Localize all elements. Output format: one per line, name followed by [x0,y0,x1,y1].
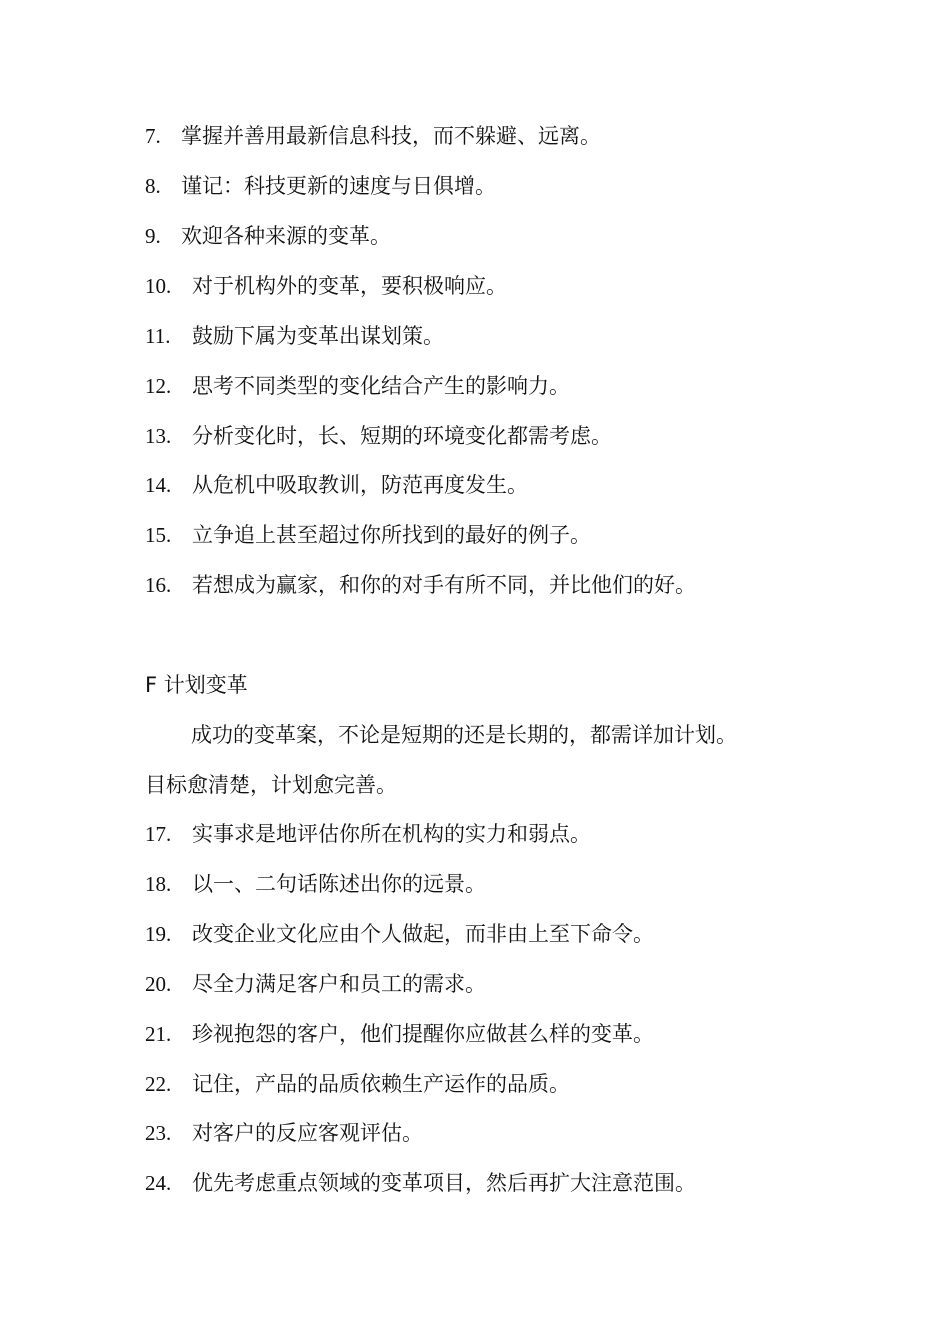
list-item [145,470,528,501]
list-item [145,271,507,302]
item-number: 12. [145,374,172,398]
item-number: 22. [145,1072,172,1096]
list-item [145,1069,570,1100]
item-text: 对客户的反应客观评估。 [192,1121,423,1145]
item-text: 以一、二句话陈述出你的远景。 [192,872,486,896]
list-item [145,221,391,252]
item-text: 分析变化时，长、短期的环境变化都需考虑。 [192,424,612,448]
item-number: 15. [145,523,172,547]
item-number: 21. [145,1022,172,1046]
item-number: 23. [145,1121,172,1145]
section-paragraph-line-2: 目标愈清楚，计划愈完善。 [145,773,397,797]
item-text: 立争追上甚至超过你所找到的最好的例子。 [192,523,591,547]
item-text: 谨记：科技更新的速度与日俱增。 [181,174,496,198]
item-text: 从危机中吸取教训，防范再度发生。 [192,473,528,497]
item-number: 10. [145,274,172,298]
item-text: 实事求是地评估你所在机构的实力和弱点。 [192,822,591,846]
list-item [145,321,444,352]
list-item [145,1118,423,1149]
section-heading: F 计划变革 [145,673,248,697]
list-item [145,819,591,850]
section-paragraph-line-1: 成功的变革案，不论是短期的还是长期的，都需详加计划。 [191,723,737,747]
list-item [145,520,591,551]
list-item [145,570,696,601]
list-item [145,421,612,452]
item-number: 9. [145,224,161,248]
item-number: 17. [145,822,172,846]
item-text: 鼓励下属为变革出谋划策。 [192,324,444,348]
item-number: 19. [145,922,172,946]
item-number: 24. [145,1171,172,1195]
item-text: 思考不同类型的变化结合产生的影响力。 [192,374,570,398]
item-number: 20. [145,972,172,996]
item-number: 13. [145,424,172,448]
item-number: 7. [145,124,161,148]
item-text: 记住，产品的品质依赖生产运作的品质。 [192,1072,570,1096]
item-number: 11. [145,324,171,348]
list-item [145,1168,696,1199]
item-text: 对于机构外的变革，要积极响应。 [192,274,507,298]
item-number: 16. [145,573,172,597]
list-item [145,1019,654,1050]
item-text: 珍视抱怨的客户，他们提醒你应做甚么样的变革。 [192,1022,654,1046]
list-item [145,171,496,202]
item-number: 8. [145,174,161,198]
item-number: 18. [145,872,172,896]
item-text: 改变企业文化应由个人做起，而非由上至下命令。 [192,922,654,946]
list-item [145,121,601,152]
list-item [145,969,486,1000]
item-number: 14. [145,473,172,497]
item-text: 尽全力满足客户和员工的需求。 [192,972,486,996]
item-text: 欢迎各种来源的变革。 [181,224,391,248]
item-text: 掌握并善用最新信息科技，而不躲避、远离。 [181,124,601,148]
list-item [145,869,486,900]
list-item [145,919,654,950]
list-item [145,371,570,402]
item-text: 若想成为赢家，和你的对手有所不同，并比他们的好。 [192,573,696,597]
item-text: 优先考虑重点领域的变革项目，然后再扩大注意范围。 [192,1171,696,1195]
